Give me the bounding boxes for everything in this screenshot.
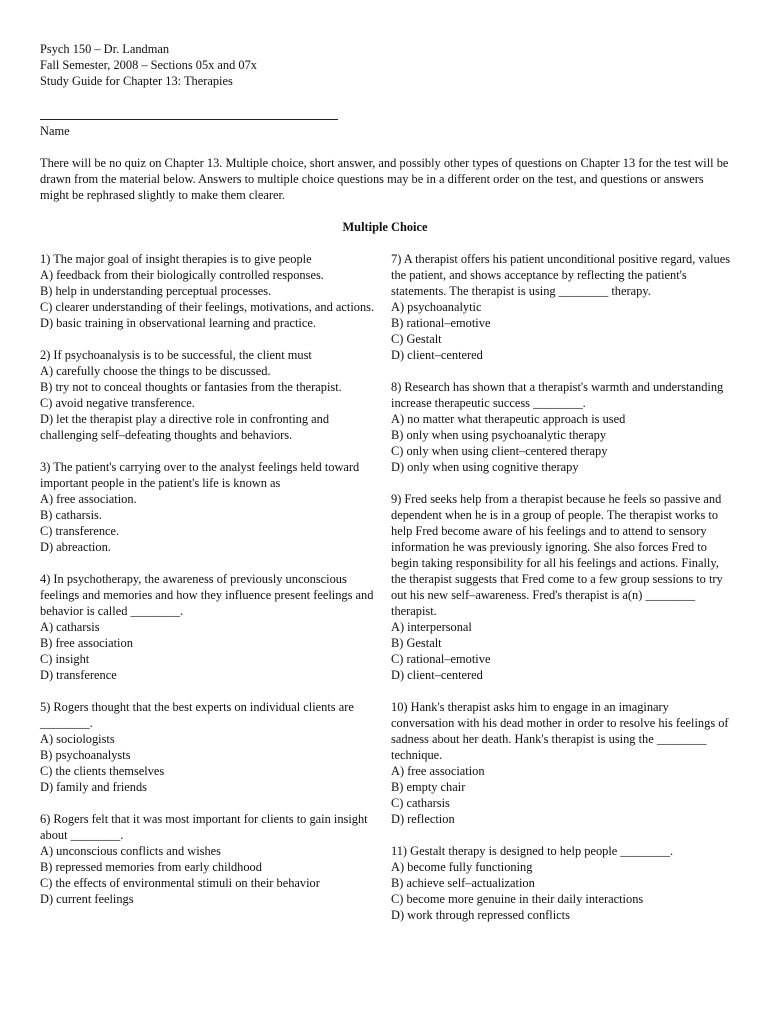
answer-option: D) only when using cognitive therapy — [391, 460, 579, 474]
section-title: Multiple Choice — [342, 220, 428, 234]
question-stem: 6) Rogers felt that it was most important for clients to gain insight about ________. — [40, 812, 368, 842]
question-stem: 7) A therapist offers his patient unconditional positive regard, values the patient, and shows acceptance by reflecting the patient's statements. The therapist is using ________ therapy. — [391, 252, 731, 298]
question-block — [40, 459, 384, 555]
answer-option: A) free association — [391, 764, 485, 778]
study-guide-title: Study Guide for Chapter 13: Therapies — [40, 74, 233, 88]
answer-option: B) repressed memories from early childhood — [40, 860, 262, 874]
answer-option: B) rational–emotive — [391, 316, 491, 330]
answer-option: D) work through repressed conflicts — [391, 908, 570, 922]
answer-option: C) the effects of environmental stimuli on their behavior — [40, 876, 320, 890]
question-block — [40, 571, 384, 683]
left-question-column — [40, 251, 384, 923]
answer-option: C) the clients themselves — [40, 764, 165, 778]
document-header — [40, 41, 257, 89]
answer-option: D) reflection — [391, 812, 455, 826]
answer-option: C) catharsis — [391, 796, 450, 810]
answer-option: C) become more genuine in their daily interactions — [391, 892, 644, 906]
answer-option: D) transference — [40, 668, 117, 682]
name-label: Name — [40, 124, 70, 138]
intro-paragraph: There will be no quiz on Chapter 13. Multiple choice, short answer, and possibly other types of questions on Chapter 13 for the test will be drawn from the material below. Answers to multiple choice questions may be in a different order on the test, and questions or answers might be rephrased slightly to make them clearer. — [40, 156, 729, 202]
question-block — [40, 347, 384, 443]
question-block — [391, 843, 735, 923]
question-block — [40, 699, 384, 795]
answer-option: D) let the therapist play a directive role in confronting and challenging self–defeating thoughts and behaviors. — [40, 412, 330, 442]
answer-option: A) feedback from their biologically controlled responses. — [40, 268, 324, 282]
answer-option: D) client–centered — [391, 348, 483, 362]
answer-option: D) basic training in observational learning and practice. — [40, 316, 316, 330]
answer-option: B) psychoanalysts — [40, 748, 131, 762]
answer-option: B) catharsis. — [40, 508, 102, 522]
answer-option: C) clearer understanding of their feelings, motivations, and actions. — [40, 300, 375, 314]
answer-option: D) client–centered — [391, 668, 483, 682]
question-stem: 8) Research has shown that a therapist's warmth and understanding increase therapeutic success ________. — [391, 380, 724, 410]
answer-option: D) current feelings — [40, 892, 134, 906]
answer-option: B) try not to conceal thoughts or fantasies from the therapist. — [40, 380, 342, 394]
question-block — [391, 699, 735, 827]
question-block — [391, 251, 735, 363]
answer-option: A) catharsis — [40, 620, 100, 634]
answer-option: C) rational–emotive — [391, 652, 491, 666]
semester-line: Fall Semester, 2008 – Sections 05x and 07x — [40, 58, 258, 72]
answer-option: A) unconscious conflicts and wishes — [40, 844, 222, 858]
answer-option: A) carefully choose the things to be discussed. — [40, 364, 271, 378]
answer-option: B) only when using psychoanalytic therapy — [391, 428, 607, 442]
answer-option: A) no matter what therapeutic approach is used — [391, 412, 626, 426]
question-stem: 3) The patient's carrying over to the analyst feelings held toward important people in the patient's life is known as — [40, 460, 360, 490]
question-stem: 2) If psychoanalysis is to be successful, the client must — [40, 348, 312, 362]
answer-option: C) insight — [40, 652, 90, 666]
answer-option: A) become fully functioning — [391, 860, 533, 874]
answer-option: C) avoid negative transference. — [40, 396, 195, 410]
question-block — [391, 491, 735, 683]
question-block — [40, 251, 384, 331]
answer-option: A) interpersonal — [391, 620, 472, 634]
answer-option: D) abreaction. — [40, 540, 111, 554]
question-block — [40, 811, 384, 907]
answer-option: B) achieve self–actualization — [391, 876, 535, 890]
right-question-column — [391, 251, 735, 939]
question-stem: 9) Fred seeks help from a therapist because he feels so passive and dependent when he is in a group of people. The therapist works to help Fred become aware of his feelings and to attend to sensory information he was previously ignoring. She also forces Fred to begin taking responsibility for all his feelings and actions. Finally, the therapist suggests that Fred come to a few group sessions to try out his new self–awareness. Fred's therapist is a(n) ________ therapist. — [391, 492, 723, 618]
answer-option: B) help in understanding perceptual processes. — [40, 284, 272, 298]
answer-option: B) free association — [40, 636, 133, 650]
question-stem: 11) Gestalt therapy is designed to help people ________. — [391, 844, 674, 858]
course-line: Psych 150 – Dr. Landman — [40, 42, 170, 56]
name-underline — [40, 119, 338, 120]
answer-option: C) transference. — [40, 524, 120, 538]
question-stem: 1) The major goal of insight therapies is to give people — [40, 252, 312, 266]
answer-option: A) sociologists — [40, 732, 115, 746]
question-block — [391, 379, 735, 475]
question-stem: 10) Hank's therapist asks him to engage in an imaginary conversation with his dead mother in order to resolve his feelings of sadness about her death. Hank's therapist is using the ________ technique. — [391, 700, 729, 762]
answer-option: C) Gestalt — [391, 332, 442, 346]
answer-option: B) empty chair — [391, 780, 466, 794]
question-stem: 4) In psychotherapy, the awareness of previously unconscious feelings and memories and how they influence present feelings and behavior is called ________. — [40, 572, 374, 618]
answer-option: D) family and friends — [40, 780, 148, 794]
answer-option: A) free association. — [40, 492, 137, 506]
answer-option: B) Gestalt — [391, 636, 442, 650]
answer-option: C) only when using client–centered therapy — [391, 444, 608, 458]
answer-option: A) psychoanalytic — [391, 300, 482, 314]
question-stem: 5) Rogers thought that the best experts on individual clients are ________. — [40, 700, 354, 730]
